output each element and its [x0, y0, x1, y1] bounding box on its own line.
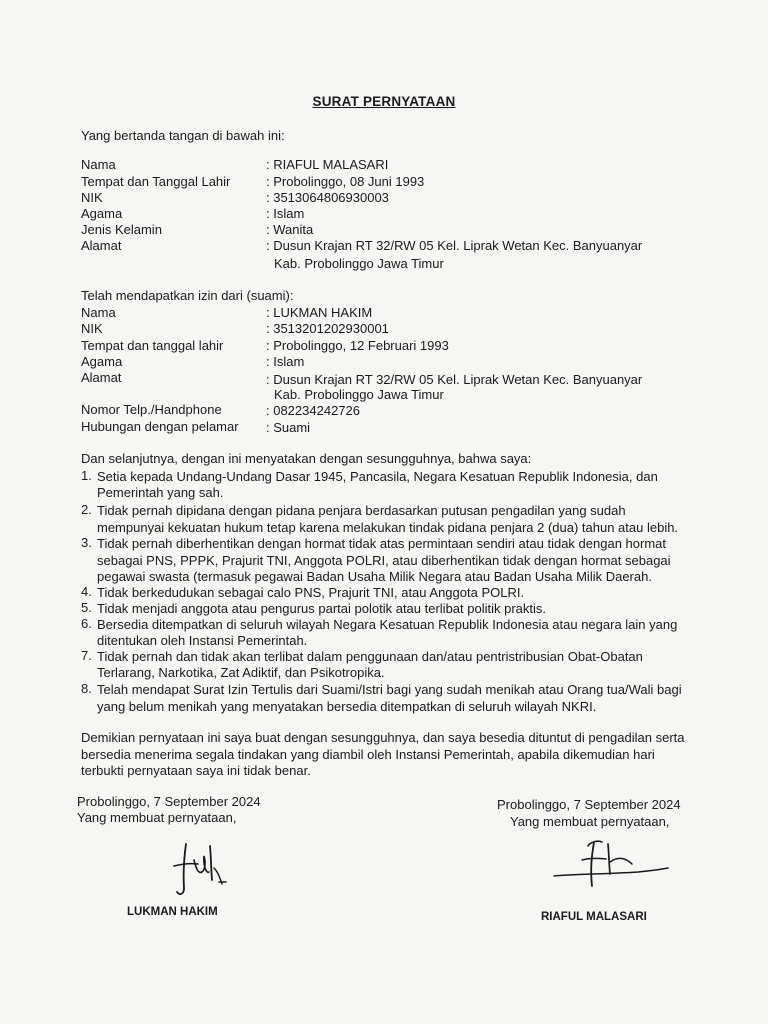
- spouse-label-phone: Nomor Telp./Handphone: [81, 402, 222, 417]
- spouse-value-name: : LUKMAN HAKIM: [266, 305, 373, 320]
- statement-line: Tidak pernah dan tidak akan terlibat dalam penggunaan dan/atau pentristribusian Obat-Obatan: [97, 649, 643, 664]
- statement-line: Setia kepada Undang-Undang Dasar 1945, Pancasila, Negara Kesatuan Republik Indonesia, dan: [97, 469, 658, 484]
- statement-line: ditentukan oleh Instansi Pemerintah.: [97, 633, 308, 648]
- signature-left: [168, 838, 238, 900]
- closing-line: Demikian pernyataan ini saya buat dengan sesungguhnya, dan saya besedia dituntut di pengadilan serta: [81, 730, 685, 745]
- spouse-label-birth: Tempat dan tanggal lahir: [81, 338, 224, 353]
- applicant-value-address: : Dusun Krajan RT 32/RW 05 Kel. Liprak Wetan Kec. Banyuanyar: [266, 238, 643, 253]
- statement-line: Tidak pernah diberhentikan dengan hormat tidak atas permintaan sendiri atau tidak dengan hormat: [97, 536, 666, 551]
- document-title: SURAT PERNYATAAN: [312, 94, 456, 109]
- applicant-label-address: Alamat: [81, 238, 122, 253]
- statement-line: yang belum menikah yang menyatakan bersedia ditempatkan di seluruh wilayah NKRI.: [97, 699, 597, 714]
- intro-text: Yang bertanda tangan di bawah ini:: [81, 128, 285, 143]
- applicant-label-name: Nama: [81, 157, 116, 172]
- statement-line: Tidak menjadi anggota atau pengurus partai polotik atau terlibat politik praktis.: [97, 601, 547, 616]
- applicant-value-gender: : Wanita: [266, 222, 314, 237]
- spouse-value-nik: : 3513201202930001: [266, 321, 389, 336]
- applicant-label-birth: Tempat dan Tanggal Lahir: [81, 174, 231, 189]
- closing-line: terbukti pernyataan saya ini tidak benar.: [81, 763, 311, 778]
- sign-left-name: LUKMAN HAKIM: [127, 906, 218, 918]
- spouse-value-religion: : Islam: [266, 354, 305, 369]
- statement-line: Bersedia ditempatkan di seluruh wilayah Negara Kesatuan Republik Indonesia atau negara lain yang: [97, 617, 678, 632]
- statement-number: 6.: [81, 616, 92, 631]
- spouse-label-name: Nama: [81, 305, 116, 320]
- spouse-value-address: : Dusun Krajan RT 32/RW 05 Kel. Liprak Wetan Kec. Banyuanyar: [266, 372, 643, 387]
- applicant-value-address-cont: Kab. Probolinggo Jawa Timur: [274, 256, 444, 271]
- statement-line: sebagai PNS, PPPK, Prajurit TNI, Anggota POLRI, atau diberhentikan tidak dengan hormat sebagai: [97, 553, 671, 568]
- applicant-value-birth: : Probolinggo, 08 Juni 1993: [266, 174, 425, 189]
- statement-line: Pemerintah yang sah.: [97, 485, 224, 500]
- signature-right: [548, 834, 678, 894]
- sign-left-role: Yang membuat pernyataan,: [77, 810, 237, 825]
- statement-line: mempunyai kekuatan hukum tetap karena melakukan tindak pidana penjara 2 (dua) tahun atau lebih.: [97, 520, 679, 535]
- statement-number: 4.: [81, 584, 92, 599]
- statement-line: pegawai swasta (termasuk pegawai Badan Usaha Milik Negara atau Badan Usaha Milik Daerah.: [97, 569, 652, 584]
- sign-right-place-date: Probolinggo, 7 September 2024: [497, 797, 681, 812]
- spouse-value-birth: : Probolinggo, 12 Februari 1993: [266, 338, 449, 353]
- applicant-value-nik: : 3513064806930003: [266, 190, 389, 205]
- permission-intro: Telah mendapatkan izin dari (suami):: [81, 288, 294, 303]
- declaration-intro: Dan selanjutnya, dengan ini menyatakan dengan sesungguhnya, bahwa saya:: [81, 451, 532, 466]
- sign-right-name: RIAFUL MALASARI: [541, 911, 647, 923]
- spouse-label-nik: NIK: [81, 321, 103, 336]
- closing-line: bersedia menerima segala tindakan yang diambil oleh Instansi Pemerintah, apabila dikemudian hari: [81, 747, 655, 762]
- statement-line: Tidak berkedudukan sebagai calo PNS, Prajurit TNI, atau Anggota POLRI.: [97, 585, 525, 600]
- spouse-value-relation: : Suami: [266, 420, 311, 435]
- spouse-label-address: Alamat: [81, 370, 122, 385]
- applicant-value-religion: : Islam: [266, 206, 305, 221]
- statement-line: Tidak pernah dipidana dengan pidana penjara berdasarkan putusan pengadilan yang sudah: [97, 503, 626, 518]
- spouse-value-phone: : 082234242726: [266, 403, 360, 418]
- statement-number: 8.: [81, 681, 92, 696]
- statement-number: 7.: [81, 648, 92, 663]
- statement-number: 3.: [81, 535, 92, 550]
- statement-line: Terlarang, Narkotika, Zat Adiktif, dan Psikotropika.: [97, 665, 385, 680]
- spouse-value-address-cont: Kab. Probolinggo Jawa Timur: [274, 387, 444, 402]
- statement-number: 2.: [81, 502, 92, 517]
- applicant-value-name: : RIAFUL MALASARI: [266, 157, 389, 172]
- spouse-label-religion: Agama: [81, 354, 123, 369]
- sign-right-role: Yang membuat pernyataan,: [510, 814, 670, 829]
- statement-line: Telah mendapat Surat Izin Tertulis dari Suami/Istri bagi yang sudah menikah atau Orang tua/Wali bagi: [97, 682, 682, 697]
- sign-left-place-date: Probolinggo, 7 September 2024: [77, 794, 261, 809]
- applicant-label-gender: Jenis Kelamin: [81, 222, 162, 237]
- applicant-label-nik: NIK: [81, 190, 103, 205]
- spouse-label-relation: Hubungan dengan pelamar: [81, 419, 239, 434]
- statement-number: 5.: [81, 600, 92, 615]
- statement-number: 1.: [81, 468, 92, 483]
- applicant-label-religion: Agama: [81, 206, 123, 221]
